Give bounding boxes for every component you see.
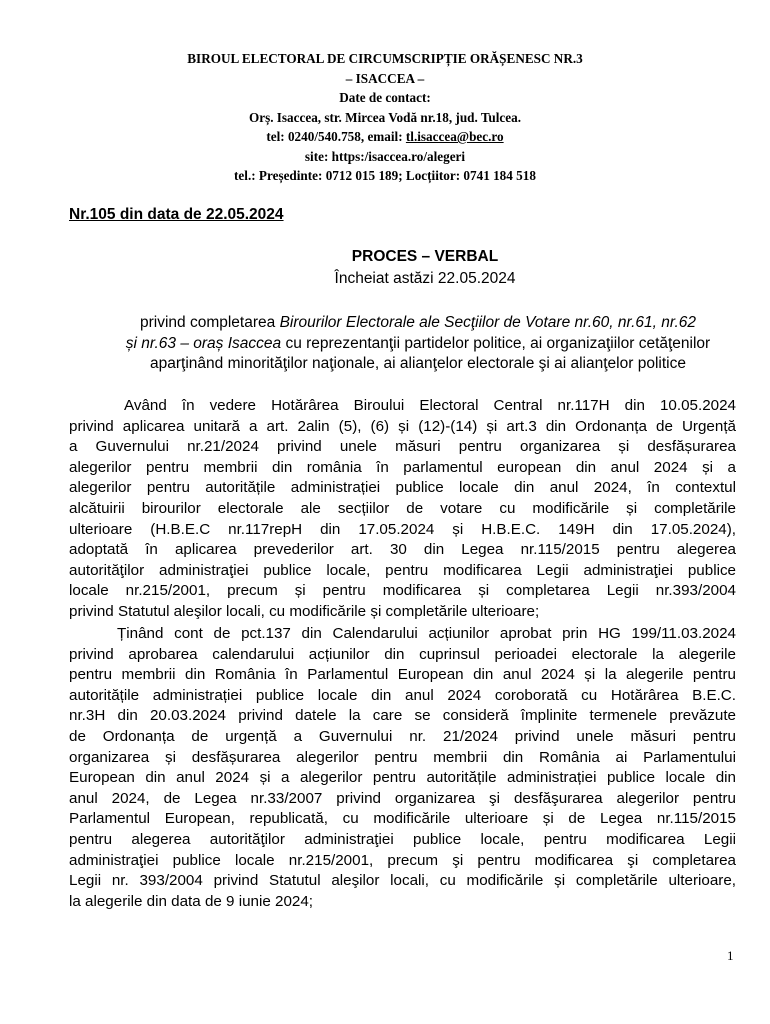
paragraph-line: de Ordonanța de urgență a Guvernului nr. 21/2024 privind unele măsuri pentru <box>69 727 736 745</box>
paragraph-line: autorităţilor administraţiei publice locale, pentru modificarea Legii administraţiei publice <box>69 561 736 579</box>
paragraph-taking-into-account <box>69 624 736 912</box>
document-title: PROCES – VERBAL <box>351 248 499 265</box>
header-institution: BIROUL ELECTORAL DE CIRCUMSCRIPȚIE ORĂȘENESC NR.3 <box>187 51 583 66</box>
header-address: Orș. Isaccea, str. Mircea Vodă nr.18, jud. Tulcea. <box>248 109 522 125</box>
paragraph-considering <box>69 396 736 623</box>
paragraph-line: privind aplicarea unitară a art. 2alin (5), (6) și (12)-(14) și art.3 din Ordonanța de Urgență <box>69 417 736 435</box>
paragraph-line: privind Statutul aleşilor locali, cu modificările și completările ulterioare; <box>69 602 540 620</box>
paragraph-line: alegerilor pentru autoritățile administrației publice locale din anul 2024, în contextul <box>69 479 736 497</box>
header-locality: – ISACCEA – <box>345 70 425 86</box>
header-phone-email <box>0 127 770 147</box>
purpose-statement <box>100 313 736 375</box>
header-contact-label: Date de contact: <box>339 90 431 105</box>
paragraph-line: Ținând cont de pct.137 din Calendarului acțiunilor aprobat prin HG 199/11.03.2024 <box>117 625 736 642</box>
paragraph-line: European din anul 2024 și a alegerilor pentru autoritățile administrației publice locale din <box>69 769 736 787</box>
purpose-line <box>100 334 736 355</box>
document-number: Nr.105 din data de 22.05.2024 <box>69 206 284 223</box>
email-link[interactable]: tl.isaccea@bec.ro <box>405 129 504 144</box>
purpose-line <box>100 313 736 334</box>
purpose-text: privind completarea <box>140 314 280 331</box>
paragraph-line: anul 2024, de Legea nr.33/2007 privind organizarea şi desfăşurarea alegerilor pentru <box>69 789 736 807</box>
paragraph-line: organizarea și desfășurarea alegerilor pentru membrii din România ai Parlamentului <box>69 748 736 766</box>
paragraph-line: administraţiei publice locale nr.215/2001, precum şi pentru modificarea şi completarea <box>69 851 736 869</box>
purpose-line: aparţinând minorităţilor naţionale, ai alianţelor electorale şi ai alianţelor politice <box>150 355 686 372</box>
purpose-italic: și nr.63 – oraș Isaccea <box>125 334 282 352</box>
paragraph-line: alegerilor pentru membrii din românia în parlamentul european din anul 2024 și a <box>69 458 736 476</box>
purpose-italic: Birourilor Electorale ale Secţiilor de Votare nr.60, nr.61, nr.62 <box>279 314 696 331</box>
paragraph-line: locale nr.215/2001, precum și pentru modificarea și completarea Legii nr.393/2004 <box>69 582 736 600</box>
paragraph-line: nr.3H din 20.03.2024 privind datele la care se consideră împlinite termenele prevăzute <box>69 707 736 725</box>
paragraph-line: a Guvernului nr.21/2024 privind unele măsuri pentru organizarea și desfășurarea <box>69 438 736 456</box>
letterhead <box>0 49 770 186</box>
paragraph-line: ulterioare (H.B.E.C nr.117repH din 17.05.2024 și H.B.E.C. 149H din 17.05.2024), <box>69 520 736 538</box>
purpose-text: cu reprezentanţii partidelor politice, ai organizaţiilor cetăţenilor <box>281 334 711 352</box>
page-number: 1 <box>727 948 734 963</box>
header-phone: tel: 0240/540.758, email: <box>266 129 406 144</box>
paragraph-line: pentru membrii din România în Parlamentul European din anul 2024 și la alegerile pentru <box>69 666 736 684</box>
paragraph-line: privind aprobarea calendarului acțiunilor din cuprinsul perioadei electorale la alegerile <box>69 645 736 663</box>
paragraph-line: autoritățile administrației publice locale din anul 2024 coroborată cu Hotărârea B.E.C. <box>69 686 736 704</box>
header-site: site: https:/isaccea.ro/alegeri <box>304 148 466 164</box>
paragraph-line: Legii nr. 393/2004 privind Statutul aleşilor locali, cu modificările și completările ulterioare, <box>69 872 736 890</box>
paragraph-line: pentru alegerea autorităţilor administraţiei publice locale, pentru modificarea Legii <box>69 830 736 848</box>
paragraph-line: adoptată în aplicarea prevederilor art. 30 din Legea nr.115/2015 pentru alegerea <box>69 541 736 559</box>
paragraph-line: Parlamentul European, republicată, cu modificările ulterioare și de Legea nr.115/2015 <box>69 810 736 828</box>
paragraph-line: Având în vedere Hotărârea Biroului Electoral Central nr.117H din 10.05.2024 <box>124 397 736 414</box>
document-subtitle: Încheiat astăzi 22.05.2024 <box>334 270 516 287</box>
paragraph-line: la alegerile din data de 9 iunie 2024; <box>69 892 314 910</box>
paragraph-line: alcătuirii birourilor electorale ale secțiilor de votare cu modificările și completările <box>69 499 736 517</box>
header-phones: tel.: Președinte: 0712 015 189; Locțiitor: 0741 184 518 <box>234 168 536 183</box>
